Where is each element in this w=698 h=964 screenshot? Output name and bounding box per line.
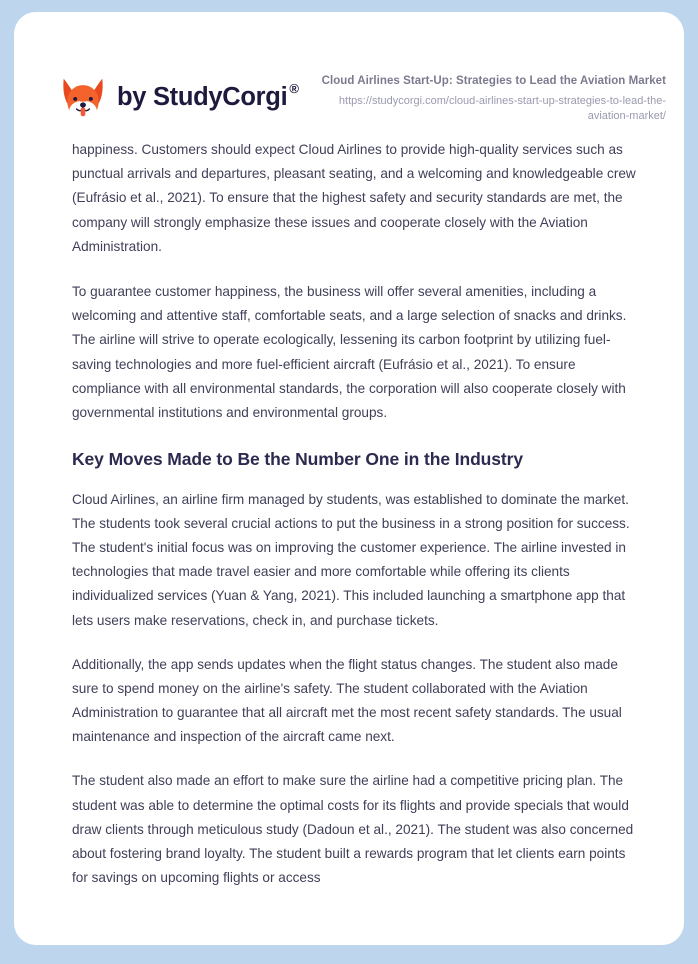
document-url[interactable]: https://studycorgi.com/cloud-airlines-start-up-strategies-to-lead-the-aviation-market/ [338, 95, 666, 123]
document-header [14, 12, 684, 138]
header-document-meta [316, 72, 666, 124]
registered-trademark-icon: ® [289, 81, 299, 97]
body-paragraph-4: Additionally, the app sends updates when the flight status changes. The student also made sure to spend money on the airline's safety. The student collaborated with the Aviation Administration to guarantee that all aircraft met the most recent safety standards. The usual maintenance and inspection of the aircraft came next. [72, 656, 622, 745]
document-page-card [14, 12, 684, 945]
body-paragraph-5: The student also made an effort to make sure the airline had a competitive pricing plan. The student was able to determine the optimal costs for its flights and provide specials that would draw clients through meticulous study (Dadoun et al., 2021). The student was also concerned about fostering brand loyalty. The student built a rewards program that let clients earn points for savings on upcoming flights or access [72, 773, 634, 886]
brand-wordmark-text: by StudyCorgi [117, 83, 288, 112]
document-title: Cloud Airlines Start-Up: Strategies to Lead the Aviation Market [321, 75, 666, 88]
brand-wordmark-group [117, 81, 299, 112]
section-heading-key-moves: Key Moves Made to Be the Number One in the Industry [72, 449, 523, 470]
brand-logo-group[interactable] [60, 75, 299, 121]
body-paragraph-3: Cloud Airlines, an airline firm managed by students, was established to dominate the market. The students took several crucial actions to put the business in a strong position for success. The student's initial focus was on improving the customer experience. The airline invested in technologies that made travel easier and more comfortable while offering its clients individualized services (Yuan & Yang, 2021). This included launching a smartphone app that lets users make reservations, check in, and purchase tickets. [72, 491, 630, 628]
body-paragraph-2: To guarantee customer happiness, the business will offer several amenities, including a welcoming and attentive staff, comfortable seats, and a large selection of snacks and drinks. The airline will strive to operate ecologically, lessening its carbon footprint by utilizing fuel-saving technologies and more fuel-efficient aircraft (Eufrásio et al., 2021). To ensure compliance with all environmental standards, the corporation will also cooperate closely with governmental institutions and environmental groups. [72, 283, 627, 420]
body-paragraph-1: happiness. Customers should expect Cloud Airlines to provide high-quality services such as punctual arrivals and departures, pleasant seating, and a welcoming and knowledgeable crew (Eufrásio et al., 2021). To ensure that the highest safety and security standards are met, the company will strongly emphasize these issues and cooperate closely with the Aviation Administration. [72, 142, 636, 254]
corgi-head-icon [60, 75, 106, 121]
document-body [14, 138, 684, 890]
